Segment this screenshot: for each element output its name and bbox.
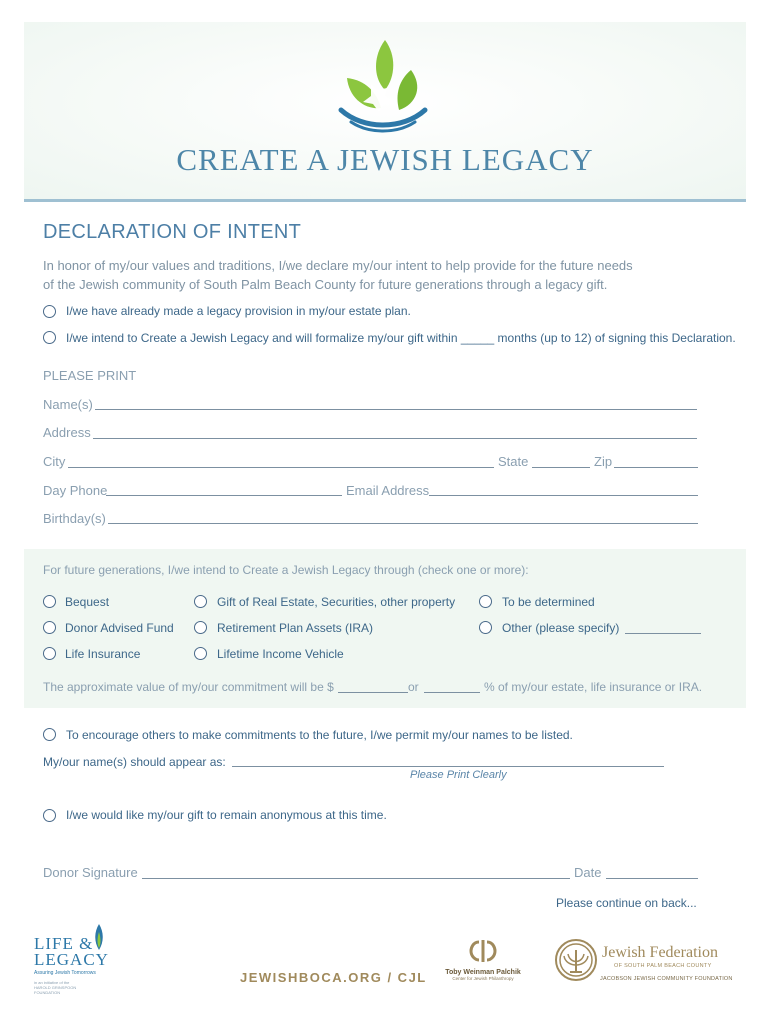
email-field[interactable] [429,495,698,496]
zip-field[interactable] [614,467,698,468]
toby-logo [436,938,530,981]
approx-percent-field[interactable] [424,692,480,693]
label-lifetime-income: Lifetime Income Vehicle [217,647,344,661]
radio-real-estate-securities[interactable] [194,595,207,608]
signature-label: Donor Signature [43,865,138,880]
life-legacy-logo [34,936,124,995]
approx-value-text-2: % of my/our estate, life insurance or IRA. [484,680,703,694]
future-prompt: For future generations, I/we intend to Create a Jewish Legacy through (check one or more): [43,563,529,577]
life-legacy-sub3: FOUNDATION [34,990,61,995]
toby-name: Toby Weinman Palchik [445,969,521,976]
label-retirement-plan: Retirement Plan Assets (IRA) [217,621,374,635]
continue-on-back: Please continue on back... [556,896,697,910]
declaration-heading: DECLARATION OF INTENT [43,221,302,243]
approx-value-or: or [408,680,419,694]
federation-foundation: JACOBSON JEWISH COMMUNITY FOUNDATION [600,976,733,982]
city-field[interactable] [68,467,494,468]
day-phone-field[interactable] [106,495,342,496]
radio-anonymous[interactable] [43,809,56,822]
intro-line-1: In honor of my/our values and traditions, I/we declare my/our intent to help provide for the future needs [43,258,633,273]
label-other: Other (please specify) [502,621,620,635]
toby-sub: Center for Jewish Philanthropy [452,976,514,981]
radio-life-insurance[interactable] [43,647,56,660]
other-specify-field[interactable] [625,633,701,634]
radio-donor-advised-fund[interactable] [43,621,56,634]
life-legacy-sub1: in an initiative of the [34,980,70,985]
label-already-provision: I/we have already made a legacy provision in my/our estate plan. [66,304,411,318]
names-field[interactable] [95,409,697,410]
federation-name: Jewish Federation [602,944,718,961]
zip-label: Zip [594,454,613,469]
radio-to-be-determined[interactable] [479,595,492,608]
menorah-circle-icon [554,938,598,982]
radio-bequest[interactable] [43,595,56,608]
approx-dollar-field[interactable] [338,692,408,693]
birthday-field[interactable] [108,523,698,524]
appear-as-field[interactable] [232,766,664,767]
label-anonymous: I/we would like my/our gift to remain anonymous at this time. [66,808,387,822]
label-permit-listing: To encourage others to make commitments to the future, I/we permit my/our names to be listed. [66,728,573,742]
print-clearly-hint: Please Print Clearly [410,769,507,781]
leaf-star-logo [333,38,433,138]
radio-intend-formalize[interactable] [43,331,56,344]
life-legacy-sub2: HAROLD GRINSPOON [34,985,77,990]
day-phone-label: Day Phone [43,483,108,498]
header-divider [24,199,746,202]
radio-already-provision[interactable] [43,305,56,318]
date-label: Date [574,865,602,880]
signature-field[interactable] [142,878,570,879]
cjp-monogram-icon [469,938,497,964]
life-legacy-line1: LIFE & [34,934,94,953]
federation-sub: OF SOUTH PALM BEACH COUNTY [614,963,712,969]
state-label: State [498,454,529,469]
label-donor-advised-fund: Donor Advised Fund [65,621,174,635]
life-legacy-tagline: Assuring Jewish Tomorrows [34,970,96,976]
appear-as-label: My/our name(s) should appear as: [43,755,226,769]
please-print-heading: PLEASE PRINT [43,368,137,383]
address-field[interactable] [93,438,697,439]
declaration-intro [43,256,683,294]
label-to-be-determined: To be determined [502,595,595,609]
state-field[interactable] [532,467,590,468]
email-label: Email Address [346,483,430,498]
approx-value-text-1: The approximate value of my/our commitment will be $ [43,680,334,694]
label-life-insurance: Life Insurance [65,647,141,661]
federation-logo [554,938,733,990]
label-bequest: Bequest [65,595,110,609]
radio-lifetime-income[interactable] [194,647,207,660]
intro-line-2: of the Jewish community of South Palm Beach County for future generations through a legacy gift. [43,277,608,292]
life-legacy-line2: LEGACY [34,950,109,969]
address-label: Address [43,425,91,440]
label-intend-formalize: I/we intend to Create a Jewish Legacy and will formalize my/our gift within _____ months (up to 12) of signing this Declaration. [66,331,736,345]
flame-icon [92,924,106,950]
label-real-estate-securities: Gift of Real Estate, Securities, other property [217,595,456,609]
page-title: CREATE A JEWISH LEGACY [176,142,594,177]
website-link[interactable]: JEWISHBOCA.ORG / CJL [240,970,427,985]
date-field[interactable] [606,878,698,879]
radio-other[interactable] [479,621,492,634]
city-label: City [43,454,66,469]
birthday-label: Birthday(s) [43,511,106,526]
radio-retirement-plan[interactable] [194,621,207,634]
names-label: Name(s) [43,397,93,412]
radio-permit-listing[interactable] [43,728,56,741]
